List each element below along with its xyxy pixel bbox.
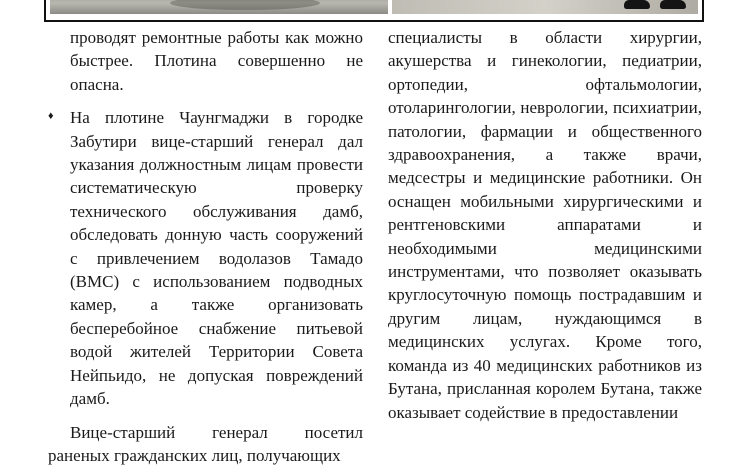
last-paragraph: Вице-старший генерал посетил раненых гражданских лиц, получающих xyxy=(48,421,363,467)
shoe-shape xyxy=(660,0,686,9)
photo-left-image xyxy=(50,0,388,14)
photo-shadow xyxy=(170,0,320,10)
bullet-text: На плотине Чаунгмаджи в городке Забутири вице-старший генерал дал указания должностным лицам провести систематическую проверку технического обслуживания дамб, обследовать донную часть сооружений с привлечением водолазов Тамадо (ВМС) с использованием подводных камер, а также организовать бесперебойное снабжение питьевой водой жителей Территории Совета Нейпьидо, не допуская повреждений дамб. xyxy=(70,108,363,408)
right-column xyxy=(388,26,702,424)
right-paragraph: специалисты в области хирургии, акушерства и гинекологии, педиатрии, ортопедии, офтальмологии, отоларингологии, неврологии, психиатрии, патологии, фармации и общественного здравоохранения, а также врачи, медсестры и медицинские работники. Он оснащен мобильными хирургическими и рентгеновскими аппаратами и необходимыми медицинскими инструментами, что позволяет оказывать круглосуточную помощь пострадавшим и другим лицам, нуждающимся в медицинских услугах. Кроме того, команда из 40 медицинских работников из Бутана, присланная королем Бутана, также оказывает содействие в предоставлении xyxy=(388,26,702,424)
photo-strip xyxy=(44,0,704,22)
shoe-shape xyxy=(624,0,650,9)
photo-right-image xyxy=(392,0,698,14)
bullet-item xyxy=(48,106,363,410)
left-column xyxy=(48,26,363,467)
diamond-bullet-icon: ♦ xyxy=(48,111,54,122)
continued-paragraph: проводят ремонтные работы как можно быстрее. Плотина совершенно не опасна. xyxy=(48,26,363,96)
